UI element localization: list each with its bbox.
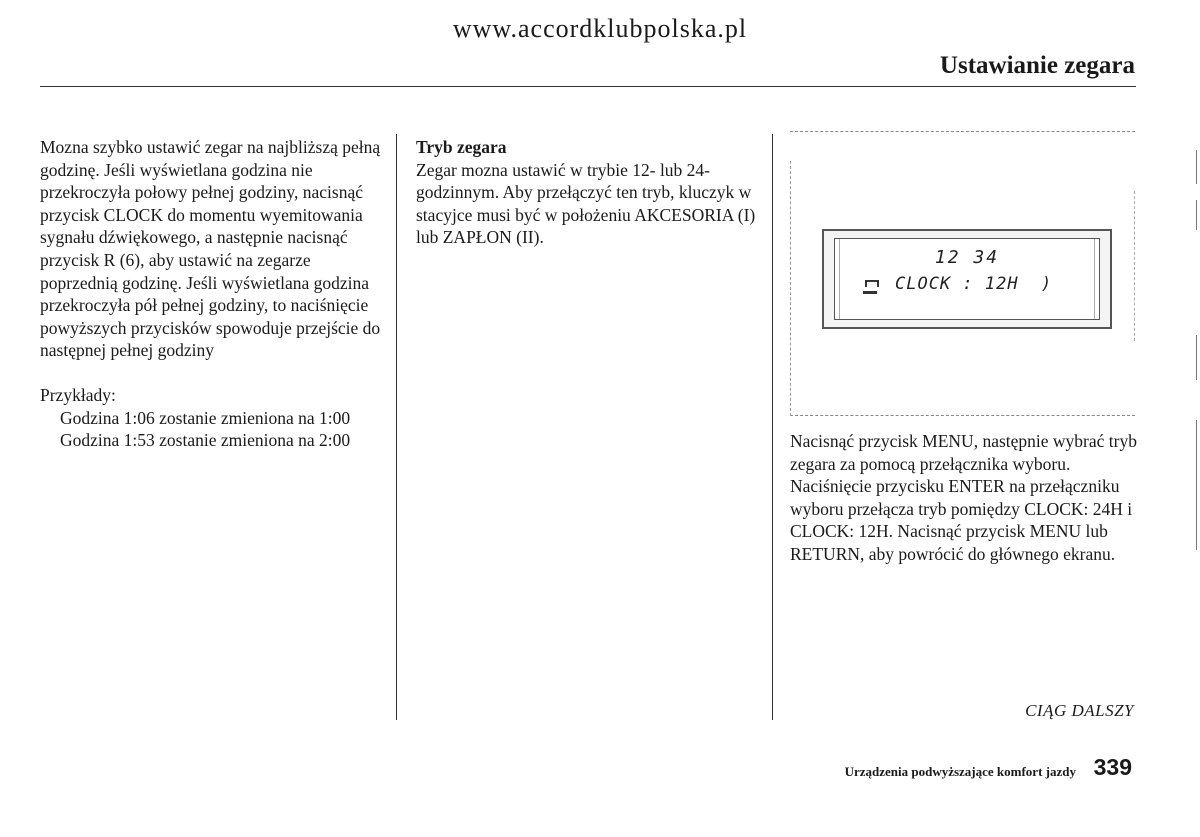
page-title: Ustawianie zegara: [939, 52, 1135, 79]
column-divider-left: [396, 134, 397, 720]
lcd-clock-mode-readout: CLOCK : 12H ): [895, 274, 1053, 294]
clock-quick-set-paragraph: Mozna szybko ustawić zegar na najbliższą pełną godzinę. Jeśli wyświetlana godzina nie przekroczyła połowy pełnej godziny, nacisnąć przycisk CLOCK do momentu wyemitowania sygnału dźwiękowego, a następnie nacisnąć przycisk R (6), aby ustawić na zegarze poprzednią godzinę. Jeśli wyświetlana godzina przekroczyła pół pełnej godziny, to naciśnięcie powyższych przycisków spowoduje przejście do następnej pełnej godziny: [40, 137, 381, 361]
figure-border-left: [790, 161, 791, 416]
column-left: [40, 136, 390, 452]
continued-label: CIĄG DALSZY: [1025, 701, 1134, 720]
page-edge-mark: [1196, 335, 1197, 380]
lcd-time-readout: 12 34: [934, 247, 1000, 268]
header-rule: [40, 86, 1136, 87]
lcd-screen: [834, 238, 1100, 320]
figure-border-top: [790, 131, 1135, 132]
page-number: 339: [1093, 754, 1132, 780]
page-edge-mark: [1196, 200, 1197, 230]
site-url: www.accordklubpolska.pl: [452, 14, 748, 43]
example-item: Godzina 1:53 zostanie zmieniona na 2:00: [60, 430, 351, 451]
clock-mode-paragraph: Zegar mozna ustawić w trybie 12- lub 24-godzinnym. Aby przełączyć ten tryb, kluczyk w stacyjce musi być w położeniu AKCESORIA (I) lub ZAPŁON (II).: [416, 159, 756, 248]
page-edge-mark: [1196, 150, 1197, 184]
column-right: [790, 430, 1145, 566]
audio-display-panel: [822, 229, 1112, 329]
figure-border-bottom: [790, 415, 1135, 416]
page-edge-mark: [1196, 420, 1197, 550]
disc-icon: [863, 279, 877, 294]
footer-section-name: Urządzenia podwyższające komfort jazdy: [844, 764, 1076, 779]
example-item: Godzina 1:06 zostanie zmieniona na 1:00: [60, 407, 351, 428]
menu-instructions-paragraph: Nacisnąć przycisk MENU, następnie wybrać tryb zegara za pomocą przełącznika wyboru. Naciśnięcie przycisku ENTER na przełączniku wyboru przełącza tryb pomiędzy CLOCK: 24H i CLOCK: 12H. Nacisnąć przycisk MENU lub RETURN, aby powrócić do głównego ekranu.: [790, 431, 1137, 564]
column-divider-right: [772, 134, 773, 720]
examples-label: Przykłady:: [40, 384, 116, 405]
column-middle: [416, 136, 766, 249]
clock-mode-heading: Tryb zegara: [416, 137, 507, 157]
figure-border-right: [1134, 191, 1135, 341]
